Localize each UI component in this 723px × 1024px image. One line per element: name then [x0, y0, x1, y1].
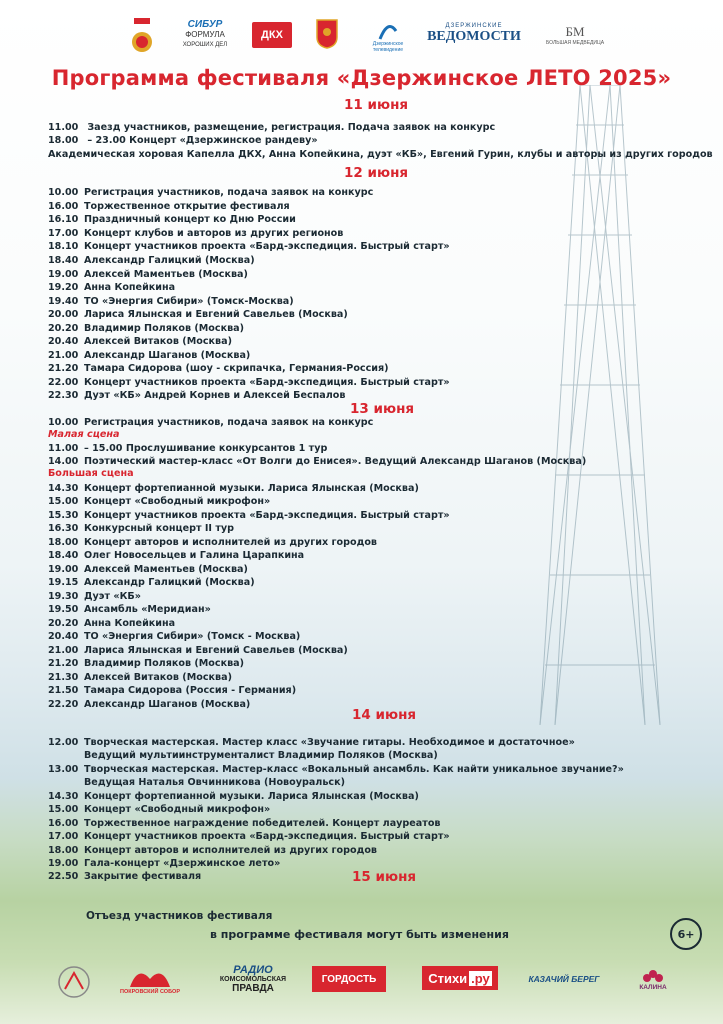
day-heading: 11 июня [344, 97, 409, 113]
schedule-line: 22.00 Концерт участников проекта «Бард-экспедиция. Быстрый старт» [48, 377, 450, 388]
schedule-line: 18.40 Олег Новосельцев и Галина Царапкина [48, 550, 305, 561]
day-heading: 14 июня [352, 707, 417, 723]
schedule-line: 19.20 Анна Копейкина [48, 282, 176, 293]
change-notice: в программе фестиваля могут быть изменения [210, 928, 509, 941]
schedule-line: Ведущая Наталья Овчинникова (Новоуральск) [84, 777, 345, 788]
schedule-line: 14.30 Концерт фортепианной музыки. Лариса Ялынская (Москва) [48, 791, 419, 802]
page-title: Программа фестиваля «Дзержинское ЛЕТО 2025» [51, 66, 672, 90]
footer-logo-pokrov: ПОКРОВСКИЙ СОБОР [110, 960, 190, 1000]
departure-line: Отъезд участников фестиваля [86, 910, 273, 922]
schedule-line: 22.20 Александр Шаганов (Москва) [48, 699, 251, 710]
schedule-line: 20.20 Владимир Поляков (Москва) [48, 323, 245, 334]
schedule-line: 17.00 Концерт участников проекта «Бард-экспедиция. Быстрый старт» [48, 831, 450, 842]
logo-dkh: ДКХ [252, 22, 292, 48]
schedule-line: 19.50 Ансамбль «Меридиан» [48, 604, 211, 615]
schedule-line: 19.00 Алексей Маментьев (Москва) [48, 564, 248, 575]
schedule-line: 18.00 – 23.00 Концерт «Дзержинское рандеву» [48, 135, 318, 146]
schedule-line: 19.15 Александр Галицкий (Москва) [48, 577, 255, 588]
stage-heading: Малая сцена [48, 429, 120, 440]
schedule-line: 10.00 Регистрация участников, подача заявок на конкурс [48, 417, 374, 428]
logo-tv: Дзержинское телевидение [362, 18, 414, 58]
schedule-line: 20.40 Алексей Витаков (Москва) [48, 336, 232, 347]
schedule-line: Академическая хоровая Капелла ДКХ, Анна Копейкина, дуэт «КБ», Евгений Гурин, клубы и авторы из других городов [48, 149, 713, 160]
schedule-line: 22.30 Дуэт «КБ» Андрей Корнев и Алексей Беспалов [48, 390, 346, 401]
schedule-line: 21.20 Тамара Сидорова (шоу - скрипачка, Германия-Россия) [48, 363, 389, 374]
schedule-line: 19.00 Алексей Маментьев (Москва) [48, 269, 248, 280]
schedule-line: 17.00 Концерт клубов и авторов из других регионов [48, 228, 344, 239]
schedule-line: 18.10 Концерт участников проекта «Бард-экспедиция. Быстрый старт» [48, 241, 450, 252]
schedule-line: 11.00 – 15.00 Прослушивание конкурсантов 1 тур [48, 443, 328, 454]
schedule-line: 16.00 Торжественное открытие фестиваля [48, 201, 290, 212]
footer-logo-gordost: ГОРДОСТЬ [312, 966, 386, 992]
logo-vedomosti: ДЗЕРЖИНСКИЕ ВЕДОМОСТИ [427, 23, 521, 44]
schedule-line: 16.10 Праздничный концерт ко Дню России [48, 214, 296, 225]
schedule-line: 18.00 Концерт авторов и исполнителей из других городов [48, 537, 377, 548]
footer-logo-kalina: КАЛИНА [628, 962, 678, 996]
schedule-line: 18.40 Александр Галицкий (Москва) [48, 255, 255, 266]
logo-medal [128, 18, 156, 54]
schedule-line: 21.50 Тамара Сидорова (Россия - Германия) [48, 685, 297, 696]
schedule-line: 22.50 Закрытие фестиваля [48, 871, 202, 882]
schedule-line: 16.30 Конкурсный концерт II тур [48, 523, 235, 534]
schedule-line: 10.00 Регистрация участников, подача заявок на конкурс [48, 187, 374, 198]
day-heading: 13 июня [350, 401, 415, 417]
schedule-line: 15.30 Концерт участников проекта «Бард-экспедиция. Быстрый старт» [48, 510, 450, 521]
schedule-line: 18.00 Концерт авторов и исполнителей из других городов [48, 845, 377, 856]
logo-sibur: СИБУР ФОРМУЛА ХОРОШИХ ДЕЛ [182, 19, 228, 48]
tower-illustration [520, 85, 680, 725]
logo-city-emblem [316, 18, 338, 50]
day-heading: 12 июня [344, 165, 409, 181]
schedule-line: 12.00 Творческая мастерская. Мастер класс «Звучание гитары. Необходимое и достаточное» [48, 737, 575, 748]
footer-logo-kazachiy-bereg: КАЗАЧИЙ БЕРЕГ [528, 974, 600, 984]
logo-bolshaya-medveditsa: БМ БОЛЬШАЯ МЕДВЕДИЦА [545, 24, 605, 46]
schedule-line: 16.00 Торжественное награждение победителей. Концерт лауреатов [48, 818, 441, 829]
schedule-line: 11.00 Заезд участников, размещение, регистрация. Подача заявок на конкурс [48, 122, 496, 133]
schedule-line: 21.30 Алексей Витаков (Москва) [48, 672, 232, 683]
schedule-line: 15.00 Концерт «Свободный микрофон» [48, 804, 271, 815]
footer-logo-stihi: Стихи .ру [422, 966, 498, 990]
schedule-line: 21.00 Лариса Ялынская и Евгений Савельев (Москва) [48, 645, 348, 656]
day-heading: 15 июня [352, 869, 417, 885]
schedule-line: 19.00 Гала-концерт «Дзержинское лето» [48, 858, 281, 869]
schedule-line: 20.20 Анна Копейкина [48, 618, 176, 629]
stage-heading: Большая сцена [48, 468, 134, 479]
schedule-line: 21.00 Александр Шаганов (Москва) [48, 350, 251, 361]
schedule-line: 19.30 Дуэт «КБ» [48, 591, 141, 602]
schedule-line: Ведущий мультиинструменталист Владимир Поляков (Москва) [84, 750, 438, 761]
footer-logo-radio-kp: РАДИО КОМСОМОЛЬСКАЯ ПРАВДА [219, 963, 287, 994]
schedule-line: 21.20 Владимир Поляков (Москва) [48, 658, 245, 669]
footer-logo-bard [52, 962, 96, 1002]
schedule-line: 15.00 Концерт «Свободный микрофон» [48, 496, 271, 507]
schedule-line: 19.40 ТО «Энергия Сибири» (Томск-Москва) [48, 296, 294, 307]
schedule-line: 20.40 ТО «Энергия Сибири» (Томск - Москва) [48, 631, 301, 642]
schedule-line: 14.00 Поэтический мастер-класс «От Волги до Енисея». Ведущий Александр Шаганов (Москва) [48, 456, 587, 467]
schedule-line: 20.00 Лариса Ялынская и Евгений Савельев (Москва) [48, 309, 348, 320]
schedule-line: 14.30 Концерт фортепианной музыки. Лариса Ялынская (Москва) [48, 483, 419, 494]
schedule-line: 13.00 Творческая мастерская. Мастер-класс «Вокальный ансамбль. Как найти уникальное звучание?» [48, 764, 624, 775]
age-rating-badge: 6+ [670, 918, 702, 950]
